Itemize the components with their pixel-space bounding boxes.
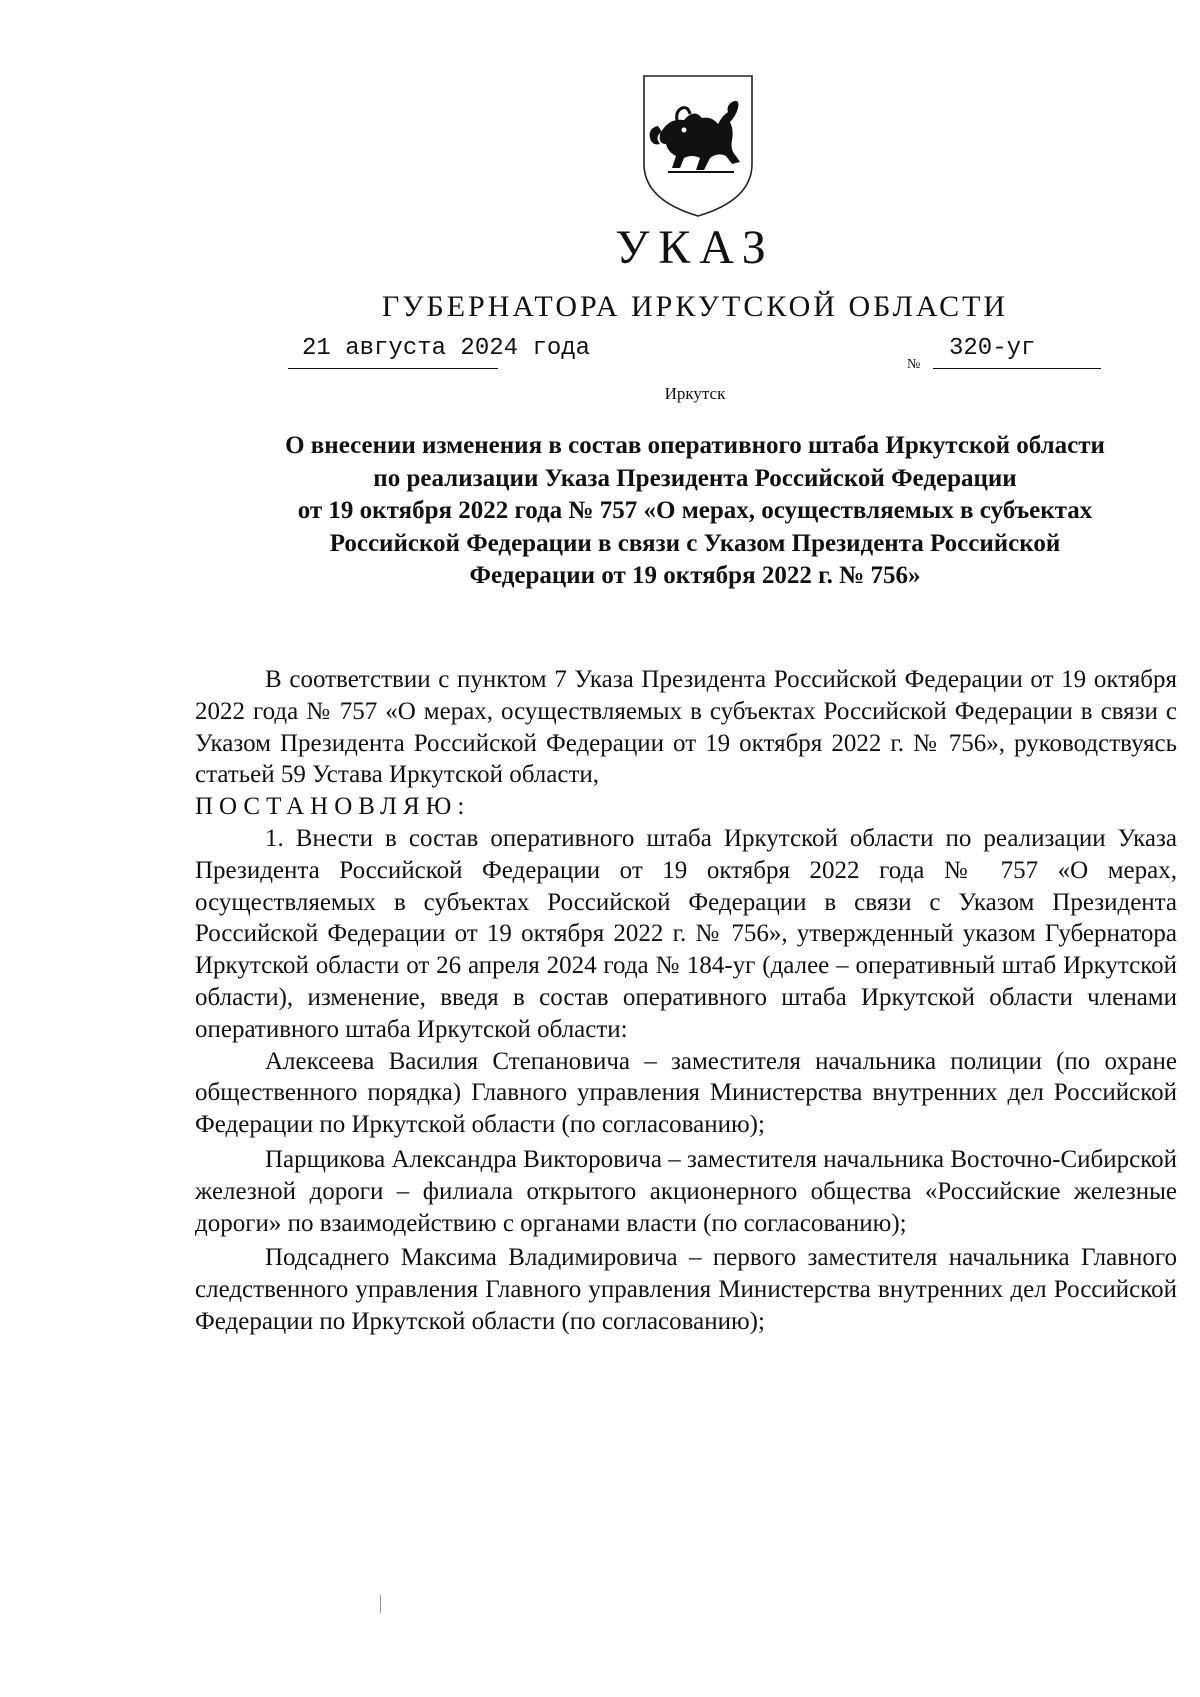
heading-line: Федерации от 19 октября 2022 г. № 756» (469, 562, 921, 589)
document-type-title: УКАЗ (615, 221, 775, 274)
document-number: 320-уг (933, 335, 1101, 369)
irkutsk-coat-of-arms-icon (638, 72, 758, 220)
heading-line: по реализации Указа Президента Российской Федерации (373, 464, 1017, 492)
number-label: № (907, 357, 921, 372)
issuing-authority: ГУБЕРНАТОРА ИРКУТСКОЙ ОБЛАСТИ (381, 290, 1009, 323)
preamble-paragraph: В соответствии с пунктом 7 Указа Президента Российской Федерации от 19 октября 2022 года № 757 «О мерах, осуществляемых в субъектах Российской Федерации в связи с Указом Президента Российской Федерации от 19 октября 2022 г. № 756», руководствуясь статьей 59 Устава Иркутской области, (195, 666, 1177, 789)
clause-paragraph: 1. Внести в состав оперативного штаба Иркутской области по реализации Указа Президента Российской Федерации от 19 октября 2022 года № 757 «О мерах, осуществляемых в субъектах Российской Федерации в связи с Указом Президента Российской Федерации от 19 октября 2022 г. № 756», утвержденный указом Губернатора Иркутской области от 26 апреля 2024 года № 184-уг (далее – оперативный штаб Иркутской области), изменение, введя в состав оперативного штаба Иркутской области членами оперативного штаба Иркутской области: (195, 824, 1177, 1043)
member-paragraph: Подсаднего Максима Владимировича – первого заместителя начальника Главного следственного управления Главного управления Министерства внутренних дел Российской Федерации по Иркутской области (по согласованию); (195, 1244, 1177, 1335)
issue-city: Иркутск (664, 384, 726, 403)
heading-line: О внесении изменения в состав оперативного штаба Иркутской области (285, 432, 1105, 459)
document-date: 21 августа 2024 года (288, 335, 498, 369)
heading-line: Российской Федерации в связи с Указом Президента Российской (329, 529, 1061, 557)
scan-artifact (380, 1595, 381, 1613)
document-heading (190, 430, 1200, 593)
member-paragraph: Парщикова Александра Викторовича – заместителя начальника Восточно-Сибирской железной дороги – филиала открытого акционерного общества «Российские железные дороги» по взаимодействию с органами власти (по согласованию); (195, 1145, 1177, 1237)
heading-line: от 19 октября 2022 года № 757 «О мерах, осуществляемых в субъектах (297, 497, 1093, 524)
resolution-keyword: ПОСТАНОВЛЯЮ: (195, 793, 471, 821)
member-paragraph: Алексеева Василия Степановича – заместителя начальника полиции (по охране общественного порядка) Главного управления Министерства внутренних дел Российской Федерации по Иркутской области (по согласованию); (195, 1047, 1177, 1139)
document-body (195, 664, 1177, 1338)
